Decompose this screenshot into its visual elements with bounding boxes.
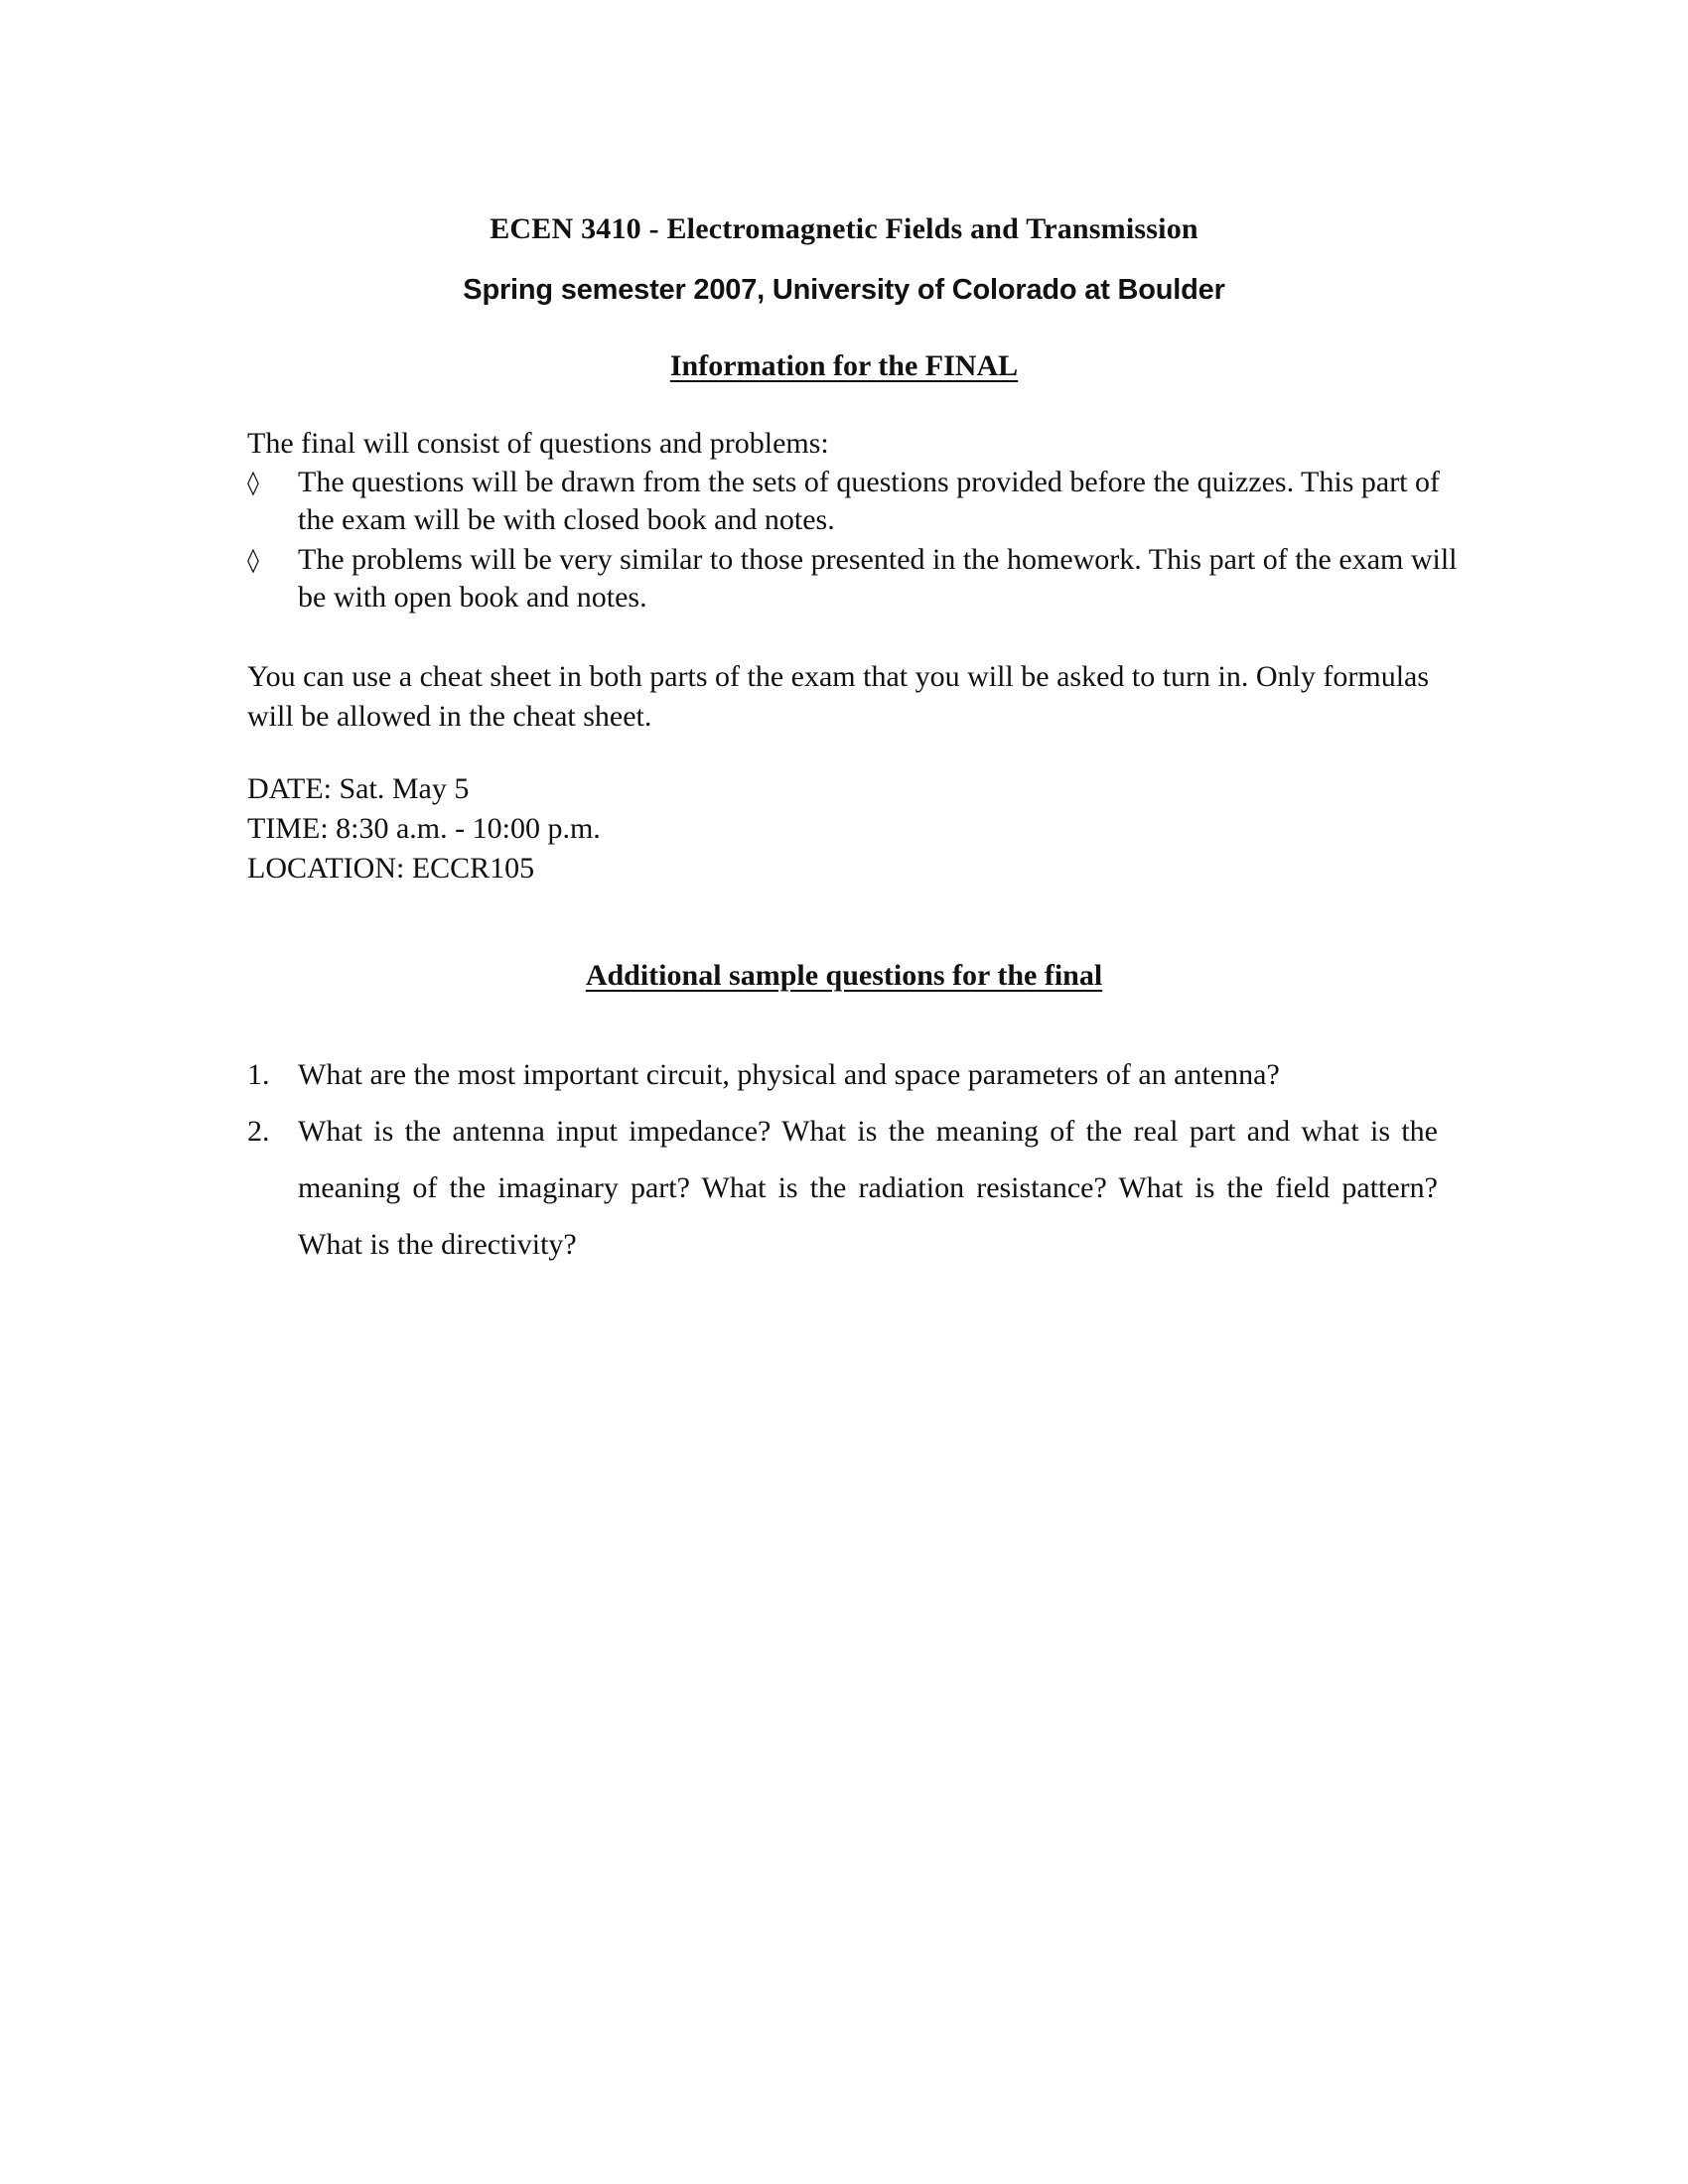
exam-time: TIME: 8:30 a.m. - 10:00 p.m. bbox=[247, 812, 601, 845]
diamond-bullet-icon: ◊ bbox=[247, 469, 259, 496]
diamond-bullet-icon: ◊ bbox=[247, 546, 259, 574]
question-item bbox=[247, 1046, 1439, 1103]
question-text: What are the most important circuit, physical and space parameters of an antenna? bbox=[298, 1058, 1280, 1091]
question-number: 2. bbox=[247, 1115, 270, 1148]
semester-subtitle: Spring semester 2007, University of Colorado at Boulder bbox=[463, 274, 1225, 306]
sample-questions-heading bbox=[0, 959, 1688, 993]
exam-date: DATE: Sat. May 5 bbox=[247, 772, 470, 805]
bullet-item bbox=[247, 541, 1459, 620]
bullet-item bbox=[247, 464, 1459, 543]
question-number: 1. bbox=[247, 1058, 270, 1091]
course-title: ECEN 3410 - Electromagnetic Fields and Transmission bbox=[490, 212, 1198, 245]
bullet-text: The problems will be very similar to those presented in the homework. This part of the exam will be with open book and notes. bbox=[298, 543, 1458, 614]
cheat-sheet-note: You can use a cheat sheet in both parts of the exam that you will be asked to turn in. Only formulas will be allowed in the cheat sheet. bbox=[247, 660, 1430, 733]
bullet-text: The questions will be drawn from the sets of questions provided before the quizzes. This part of the exam will be with closed book and notes. bbox=[298, 466, 1441, 536]
intro-text: The final will consist of questions and problems: bbox=[247, 427, 829, 460]
exam-location: LOCATION: ECCR105 bbox=[247, 852, 535, 885]
question-item bbox=[247, 1103, 1439, 1273]
final-info-heading bbox=[0, 349, 1688, 383]
question-text: What is the antenna input impedance? What is the meaning of the real part and what is the meaning of the imaginary part? What is the radiation resistance? What is the field pattern? What is the directivity? bbox=[298, 1115, 1438, 1261]
sample-questions-heading-text: Additional sample questions for the final bbox=[585, 959, 1103, 992]
final-info-heading-text: Information for the FINAL bbox=[669, 349, 1019, 382]
